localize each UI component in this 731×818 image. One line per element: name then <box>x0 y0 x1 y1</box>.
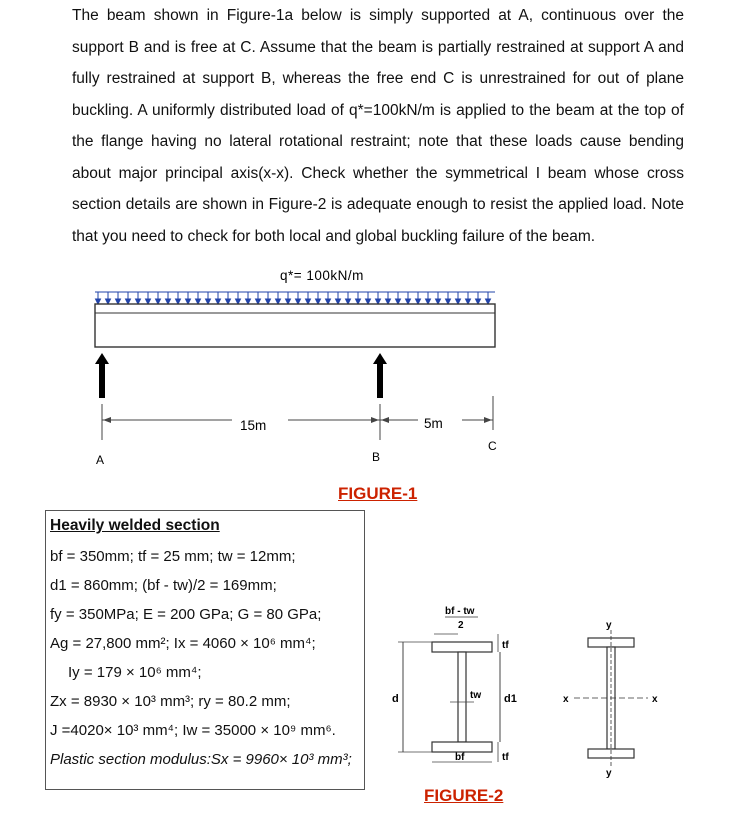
load-arrow-head <box>326 299 331 304</box>
support-b-arrow <box>373 353 387 398</box>
prop-line-5: Iy = 179 × 10⁶ mm⁴; <box>68 664 202 681</box>
load-arrow-head <box>106 299 111 304</box>
load-arrow-head <box>146 299 151 304</box>
load-arrow-head <box>296 299 301 304</box>
load-arrow-head <box>486 299 491 304</box>
support-b-label: B <box>372 450 381 464</box>
load-arrow-head <box>216 299 221 304</box>
prop-line-6: Zx = 8930 × 10³ mm³; ry = 80.2 mm; <box>50 693 291 710</box>
load-arrow-head <box>96 299 101 304</box>
load-arrow-head <box>356 299 361 304</box>
load-arrow-head <box>436 299 441 304</box>
end-c-label: C <box>488 439 497 453</box>
load-arrow-head <box>116 299 121 304</box>
load-arrow-head <box>206 299 211 304</box>
axis-y-bottom: y <box>606 768 612 779</box>
load-arrow-head <box>236 299 241 304</box>
distributed-load-arrows <box>96 292 491 304</box>
span2-label: 5m <box>424 416 443 431</box>
load-arrow-head <box>126 299 131 304</box>
load-arrow-head <box>286 299 291 304</box>
load-arrow-head <box>446 299 451 304</box>
label-bf-tw: bf - tw <box>445 606 475 617</box>
prop-line-3: fy = 350MPa; E = 200 GPa; G = 80 GPa; <box>50 606 322 623</box>
load-arrow-head <box>386 299 391 304</box>
load-arrow-head <box>456 299 461 304</box>
label-tw: tw <box>470 690 482 701</box>
load-arrow-head <box>476 299 481 304</box>
dim-arrow-b2 <box>381 417 389 423</box>
label-tf-top: tf <box>502 640 509 651</box>
support-a-label: A <box>96 453 105 467</box>
prop-line-2: d1 = 860mm; (bf - tw)/2 = 169mm; <box>50 577 277 594</box>
label-tf-bot: tf <box>502 752 509 763</box>
load-arrow-head <box>426 299 431 304</box>
dim-arrow-a <box>103 417 111 423</box>
load-arrow-head <box>306 299 311 304</box>
label-two: 2 <box>458 620 464 631</box>
prop-line-4: Ag = 27,800 mm²; Ix = 4060 × 10⁶ mm⁴; <box>50 635 316 652</box>
axis-x-left: x <box>563 694 569 705</box>
load-arrow-head <box>416 299 421 304</box>
prop-line-1: bf = 350mm; tf = 25 mm; tw = 12mm; <box>50 548 296 565</box>
load-arrow-head <box>346 299 351 304</box>
load-arrow-head <box>196 299 201 304</box>
axis-x-right: x <box>652 694 658 705</box>
load-arrow-head <box>366 299 371 304</box>
load-arrow-head <box>256 299 261 304</box>
i-section-detailed <box>432 642 492 752</box>
figure-1-title: FIGURE-1 <box>338 484 418 503</box>
figure-2-title: FIGURE-2 <box>424 786 504 805</box>
label-d: d <box>392 693 399 705</box>
load-label: q*= 100kN/m <box>280 268 364 283</box>
axis-y-top: y <box>606 620 612 631</box>
load-arrow-head <box>316 299 321 304</box>
load-arrow-head <box>166 299 171 304</box>
load-arrow-head <box>186 299 191 304</box>
prop-line-7: J =4020× 10³ mm⁴; Iw = 35000 × 10⁹ mm⁶. <box>50 722 336 739</box>
load-arrow-head <box>396 299 401 304</box>
load-arrow-head <box>246 299 251 304</box>
prop-line-8: Plastic section modulus:Sx = 9960× 10³ mm³; <box>50 751 352 768</box>
dim-arrow-c <box>484 417 492 423</box>
load-arrow-head <box>176 299 181 304</box>
load-arrow-head <box>276 299 281 304</box>
dim-arrow-b1 <box>371 417 379 423</box>
load-arrow-head <box>466 299 471 304</box>
support-a-arrow <box>95 353 109 398</box>
load-arrow-head <box>406 299 411 304</box>
load-arrow-head <box>336 299 341 304</box>
label-d1: d1 <box>504 693 517 705</box>
figure-2-section-diagram <box>0 590 731 818</box>
section-heading: Heavily welded section <box>50 517 220 534</box>
problem-paragraph: The beam shown in Figure-1a below is simply supported at A, continuous over the support B and is free at C. Assume that the beam is partially restrained at support A and fully restrained at support B, whereas the free end C is unrestrained for out of plane buckling. A uniformly distributed load of q*=100kN/m is applied to the beam at the top of the flange having no lateral rotational restraint; note that these loads cause bending about major principal axis(x-x). Check whether the symmetrical I beam whose cross section details are shown in Figure-2 is adequate enough to resist the applied load. Note that you need to check for both local and global buckling failure of the beam. <box>72 7 684 245</box>
load-arrow-head <box>376 299 381 304</box>
beam-member <box>95 304 495 347</box>
load-arrow-head <box>226 299 231 304</box>
load-arrow-head <box>136 299 141 304</box>
label-bf: bf <box>455 752 465 763</box>
span1-label: 15m <box>240 418 267 433</box>
load-arrow-head <box>266 299 271 304</box>
load-arrow-head <box>156 299 161 304</box>
